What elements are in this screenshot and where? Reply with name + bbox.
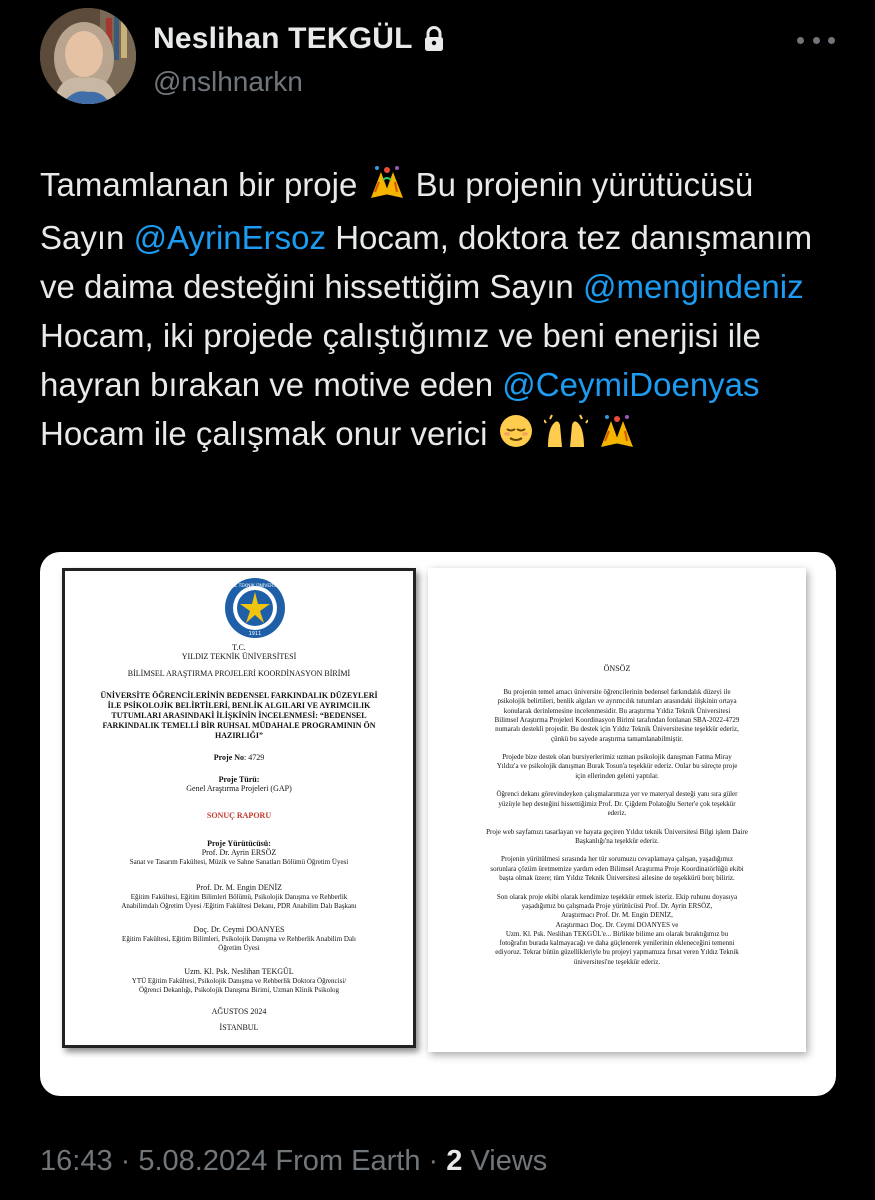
foreword-line: Öğrenci dekanı görevindeyken çalışmalarımıza yer ve materyal desteği yanı sıra güler (496, 790, 738, 799)
foreword-line: üniversitesi'ne teşekkür ederiz. (573, 957, 661, 966)
foreword-line: Bilimsel Araştırma Projeleri Koordinasyon Birimi tarafından fonlanan SBA-2022-4729 (494, 715, 740, 724)
foreword-line: yaşadığımız bu çalışmada Proje yürütücüsü Prof. Dr. Ayrin ERSÖZ, (521, 901, 713, 910)
member-affiliation: Öğrenci Dekanlığı, Psikolojik Danışma Birimi, Uzman Klinik Psikolog (138, 986, 340, 994)
display-name[interactable]: Neslihan TEKGÜL (153, 22, 413, 55)
cover-country: T.C. (232, 643, 246, 652)
cover-title-line: İLE PSİKOLOJİK BELİRTİLERİ, BENLİK ALGILARI VE AYRIMCILIK (107, 701, 371, 710)
meta-separator: · (420, 1145, 447, 1177)
project-type-value: Genel Araştırma Projeleri (GAP) (186, 784, 292, 793)
seal-text: YILDIZ TEKNİK ÜNİVERSİTESİ (224, 584, 286, 589)
executor-affiliation: Sanat ve Tasarım Fakültesi, Müzik ve Sahne Sanatları Bölümü Öğretim Üyesi (129, 858, 349, 866)
foreword-line: yüzüyle hep desteğini hissettiğimiz Prof. Dr. Çiğdem Polatoğlu Serter'e çok teşekkür (498, 799, 736, 808)
member-affiliation: Öğretim Üyesi (218, 944, 260, 952)
foreword-page (428, 568, 806, 1052)
confetti-icon (367, 164, 407, 213)
cover-title-line: HAZIRLIĞI” (214, 731, 263, 740)
member-affiliation: YTÜ Eğitim Fakültesi, Psikolojik Danışma ve Rehberlik Doktora Öğrencisi/ (131, 977, 347, 985)
mention-link-ceymidoenyas[interactable]: @CeymiDoenyas (502, 366, 760, 403)
member-name: Prof. Dr. M. Engin DENİZ (196, 883, 282, 892)
tweet-header (40, 8, 835, 108)
cover-unit: BİLİMSEL ARAŞTIRMA PROJELERİ KOORDİNASYON BİRİMİ (127, 669, 351, 678)
foreword-line: Uzm. Kl. Psk. Neslihan TEKGÜL'e... Birlikte bilime anı olarak bıraktığımız bu (505, 929, 729, 938)
foreword-line: Son olarak proje ekibi olarak kendimize teşekkür etmek isteriz. Ekip ruhunu doyasıya (496, 892, 738, 901)
tweet-text-segment: Hocam, iki projede çalıştığımız ve beni enerjisi ile hayran bırakan ve motive eden (40, 317, 761, 403)
raising-hands-icon (544, 413, 588, 462)
member-affiliation: Eğitim Fakültesi, Eğitim Bilimleri, Psikolojik Danışma ve Rehberlik Anabilim Dalı (122, 935, 356, 943)
report-cover-page (62, 568, 416, 1048)
views-label: Views (462, 1145, 548, 1177)
tweet-text-segment: Bu projenin yürütücüsü Sayın (40, 166, 754, 256)
cover-university: YILDIZ TEKNİK ÜNİVERSİTESİ (181, 652, 297, 661)
views-count[interactable]: 2 (446, 1145, 463, 1177)
confetti-icon (597, 413, 637, 462)
executor-name: Prof. Dr. Ayrin ERSÖZ (201, 848, 277, 857)
cover-title-line: FARKINDALIK TEMELLİ BİR RUHSAL MÜDAHALE PROGRAMININ ÖN (102, 721, 376, 730)
project-number-label: Proje No (213, 753, 245, 762)
foreword-line: Başkanlığı'na teşekkür ederiz. (575, 836, 659, 845)
name-row (153, 22, 445, 56)
foreword-line: için ellerinden geleni yaptılar. (575, 771, 659, 780)
meta-separator: · (112, 1145, 139, 1177)
report-date: AĞUSTOS 2024 (211, 1007, 267, 1016)
foreword-line: Projede bize destek olan bursiyerlerimiz uzman psikolojik danışman Fatma Miray (502, 753, 732, 762)
report-city: İSTANBUL (219, 1023, 259, 1032)
foreword-line: sorunlara çözüm üretmemize yardım eden Bilimsel Araştırma Proje Koordinatörlüğü ekibi (490, 864, 744, 873)
cover-title-line: TUTUMLARI ARASINDAKİ İLİŞKİNİN İNCELENMESİ: “BEDENSEL (111, 711, 367, 720)
avatar[interactable] (40, 8, 136, 104)
media-image[interactable] (40, 552, 836, 1096)
project-type-label: Proje Türü: (218, 775, 260, 784)
foreword-heading: ÖNSÖZ (603, 664, 631, 673)
tweet-text (40, 160, 840, 462)
more-horizontal-icon[interactable] (797, 30, 835, 50)
foreword-line: başta olmak üzere; tüm Yıldız Teknik Üniversitesi ailesine de teşekkürü borç biliriz. (499, 874, 735, 882)
project-number (71, 753, 407, 763)
foreword-line: çünkü bu sayede araştırma tamamlanabilmiştir. (551, 734, 683, 743)
member-name: Doç. Dr. Ceymi DOANYES (193, 925, 285, 934)
seal-year: 1911 (248, 631, 262, 637)
tweet-date[interactable]: 5.08.2024 (138, 1145, 268, 1177)
relieved-face-icon (497, 413, 535, 462)
foreword-line: numaralı destekli projedir. Bu destek için Yıldız Teknik Üniversitesine teşekkür ederiz, (495, 725, 739, 734)
foreword-line: konularak derinlemesine incelenmesidir. Bu araştırma Yıldız Teknik Üniversitesi (503, 706, 731, 715)
report-type: SONUÇ RAPORU (206, 811, 272, 820)
mention-link-mengindeniz[interactable]: @mengindeniz (582, 268, 804, 305)
member-affiliation: Eğitim Fakültesi, Eğitim Bilimleri Bölümü, Psikolojik Danışma ve Rehberlik (130, 893, 348, 901)
tweet-text-segment: Hocam, doktora tez danışmanım ve daima desteğini hissettiğim Sayın (40, 219, 813, 305)
tweet-text-segment: Tamamlanan bir proje (40, 166, 358, 203)
foreword-line: fotoğrafın burada kalmayacağı ve daha güçlenerek yenilerinin ekleneceğini temenni (499, 939, 735, 948)
foreword-line: Yıldız'a ve psikolojik danışman Burak Tosun'a teşekkür ederiz. Onlar bu süreçte proje (496, 762, 738, 771)
tweet-source: From Earth (267, 1145, 421, 1177)
foreword-line: Projenin yürütülmesi sırasında her tür sorumuzu cevaplamaya çalışan, yaşadığımız (501, 855, 733, 864)
foreword-line: ediyoruz. Tekrar bütün güzellikleriyle bu projeyi yapmamıza fırsat veren Yıldız Teknik (495, 948, 739, 957)
university-seal-icon (224, 577, 286, 639)
tweet-meta (40, 1145, 547, 1178)
mention-link-ayrinersoz[interactable]: @AyrinErsoz (133, 219, 327, 256)
tweet-text-segment: Hocam ile çalışmak onur verici (40, 415, 488, 452)
member-affiliation: Anabilimdalı Öğretim Üyesi /Eğitim Fakültesi Dekanı, PDR Anabilim Dalı Başkanı (121, 902, 357, 910)
executor-label: Proje Yürütücüsü: (207, 839, 271, 848)
member-name: Uzm. Kl. Psk. Neslihan TEKGÜL (184, 967, 294, 976)
tweet-time[interactable]: 16:43 (40, 1145, 113, 1177)
foreword-line: ederiz. (607, 808, 627, 817)
foreword-line: Araştırmacı Doç. Dr. Ceymi DOANYES ve (555, 920, 679, 929)
cover-title-line: ÜNİVERSİTE ÖĞRENCİLERİNİN BEDENSEL FARKINDALIK DÜZEYLERİ (100, 691, 378, 700)
foreword-line: Proje web sayfamızı tasarlayan ve hayata geçiren Yıldız teknik Üniversitesi Bilgi işlem Daire (486, 827, 748, 836)
handle[interactable]: @nslhnarkn (153, 66, 303, 97)
foreword-line: Araştırmacı Prof. Dr. M. Engin DENİZ, (561, 911, 673, 920)
foreword-line: Bu projenin temel amacı üniversite öğrencilerinin bedensel farkındalık düzeyi ile (503, 688, 731, 696)
foreword-line: psikolojik belirtileri, benlik algıları ve ayrımcılık tutumları arasındaki ilişkinin ortaya (497, 697, 737, 706)
project-number-value: : 4729 (244, 753, 265, 762)
lock-icon (423, 26, 445, 52)
